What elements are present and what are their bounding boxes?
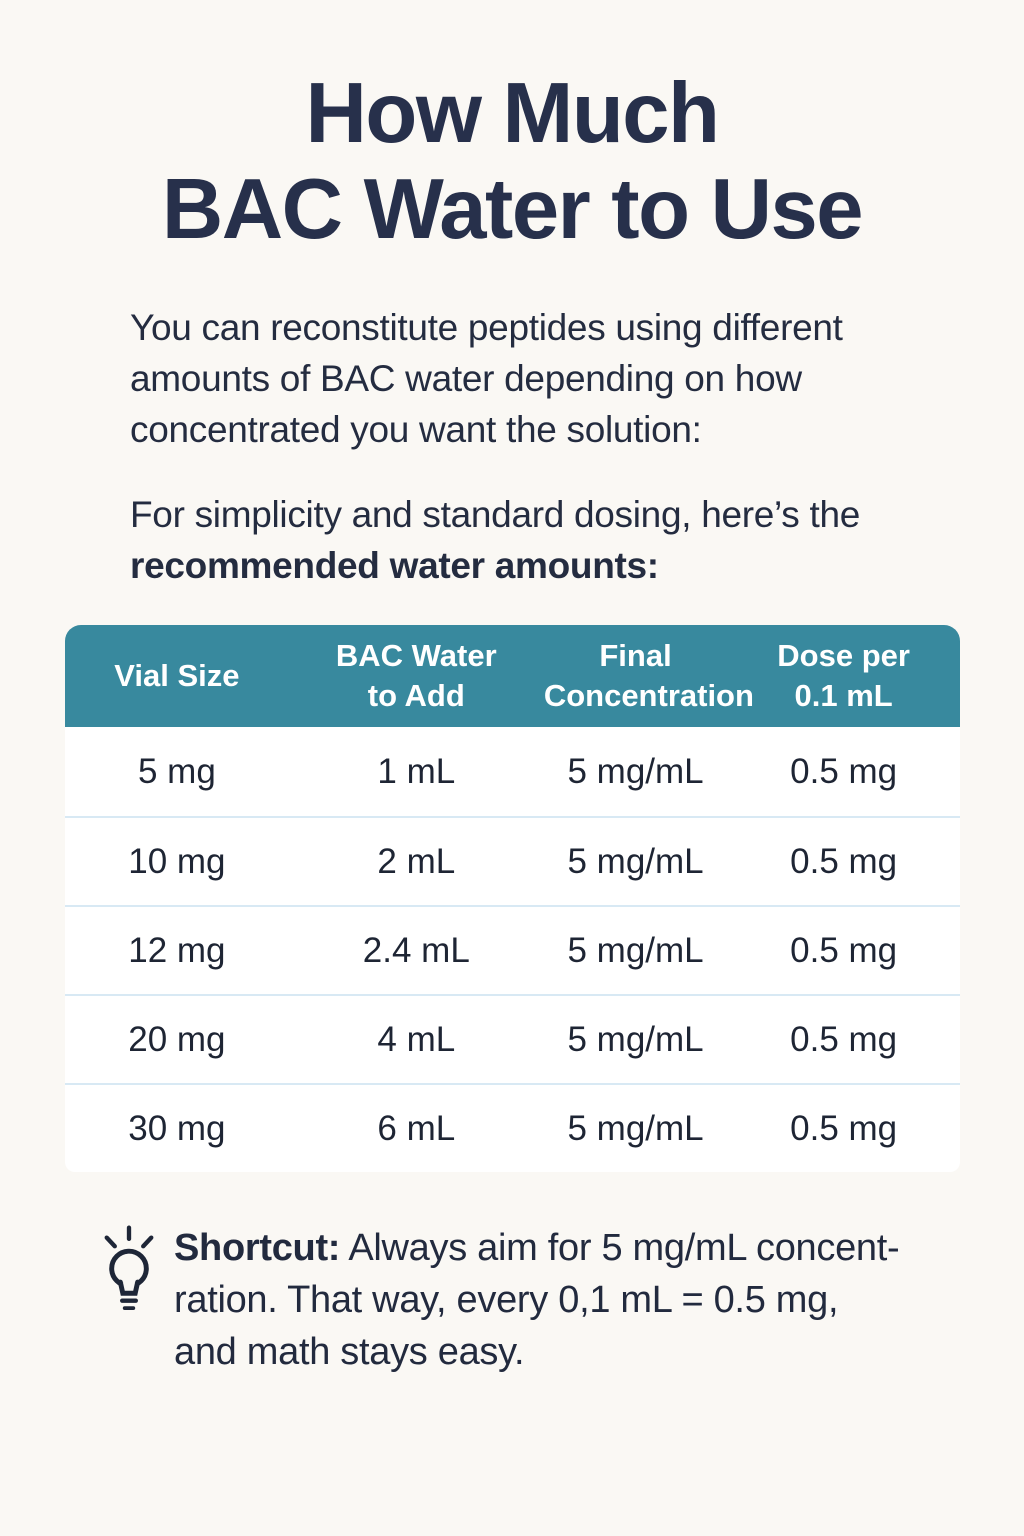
header-cell-vial-size [65,656,289,696]
header-cell-dose-per [727,636,960,716]
table-row [65,816,960,905]
shortcut-line-3: and math stays easy. [174,1331,525,1373]
cell-final-concentration: 5 mg/mL [567,1108,704,1148]
title-line-1: How Much [305,66,719,161]
cell-dose: 0.5 mg [790,841,898,881]
cell-vial-size: 12 mg [128,930,226,970]
cell-bac-water: 2.4 mL [362,930,470,970]
header-label: BAC Water [335,638,497,673]
header-cell-final-concentration [543,636,754,716]
cell-final-concentration: 5 mg/mL [567,930,704,970]
dosing-table [65,625,960,1172]
header-label: Vial Size [114,658,240,693]
cell-dose: 0.5 mg [790,1019,898,1059]
header-label: 0.1 mL [794,678,893,713]
dosing-paragraph [130,489,934,591]
header-label: Concentration [543,678,754,713]
cell-final-concentration: 5 mg/mL [567,1019,704,1059]
intro-paragraph [130,302,934,455]
table-header-row [65,625,960,727]
cell-bac-water: 4 mL [377,1019,456,1059]
cell-bac-water: 1 mL [377,751,456,791]
intro-paragraph-line: amounts of BAC water depending on how [130,358,802,399]
header-label: Dose per [777,638,910,673]
header-label: to Add [367,678,465,713]
cell-dose: 0.5 mg [790,751,898,791]
cell-dose: 0.5 mg [790,1108,898,1148]
intro-paragraph-line: You can reconstitute peptides using different [130,307,843,348]
shortcut-line-1-rest: Always aim for 5 mg/mL concent- [340,1227,900,1269]
table-row [65,727,960,816]
shortcut-text [174,1222,899,1378]
cell-vial-size: 5 mg [137,751,216,791]
page-title [0,66,1024,258]
header-label: Final [599,638,672,673]
cell-final-concentration: 5 mg/mL [567,841,704,881]
lightbulb-icon [98,1224,160,1323]
header-cell-bac-water [289,636,544,716]
cell-dose: 0.5 mg [790,930,898,970]
shortcut-line-1 [174,1222,899,1274]
table-row [65,1083,960,1172]
dosing-paragraph-bold-line: recommended water amounts: [130,545,659,586]
intro-paragraph-line: concentrated you want the solution: [130,409,702,450]
cell-vial-size: 20 mg [128,1019,226,1059]
shortcut-label: Shortcut: [174,1227,341,1269]
cell-bac-water: 2 mL [377,841,456,881]
table-row [65,905,960,994]
cell-bac-water: 6 mL [377,1108,456,1148]
table-row [65,994,960,1083]
cell-vial-size: 30 mg [128,1108,226,1148]
shortcut-note [98,1222,944,1378]
title-line-2: BAC Water to Use [161,162,863,257]
shortcut-line-2: ration. That way, every 0,1 mL = 0.5 mg, [174,1279,839,1321]
cell-vial-size: 10 mg [128,841,226,881]
dosing-paragraph-line: For simplicity and standard dosing, here’s the [130,494,861,535]
cell-final-concentration: 5 mg/mL [567,751,704,791]
